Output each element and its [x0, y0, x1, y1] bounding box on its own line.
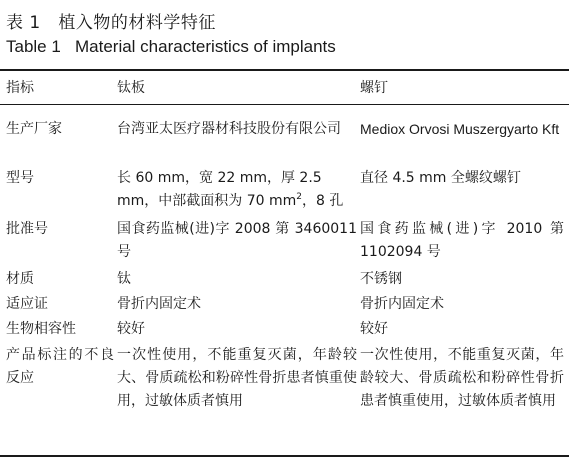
row-label: 生产厂家: [6, 121, 62, 137]
cell-screw: 骨折内固定术: [360, 296, 444, 312]
cell-plate: 国食药监械(进)字 2008 第 3460011 号: [117, 221, 357, 260]
row-label: 材质: [6, 271, 34, 287]
cell-plate: [117, 167, 357, 213]
cell-plate-text: 长 60 mm，宽 22 mm，厚 2.5 mm，中部截面积为 70 mm: [117, 170, 322, 209]
table-caption-cn: 表 1 植入物的材料学特征: [6, 13, 216, 33]
row-label: 型号: [6, 170, 34, 186]
cell-plate: 钛: [117, 271, 131, 287]
cell-plate: 骨折内固定术: [117, 296, 201, 312]
header-screw: 螺钉: [360, 80, 388, 96]
cell-screw: 直径 4.5 mm 全螺纹螺钉: [360, 170, 521, 186]
header-titanium-plate: 钛板: [117, 80, 145, 96]
cell-plate: 一次性使用，不能重复灭菌，年龄较大、骨质疏松和粉碎性骨折患者慎重使用，过敏体质者慎用: [117, 347, 357, 409]
cell-screw: 一次性使用，不能重复灭菌，年龄较大、骨质疏松和粉碎性骨折患者慎重使用，过敏体质者慎用: [360, 347, 564, 409]
cell-screw: 国食药监械(进)字 2010 第 1102094 号: [360, 221, 564, 260]
table-bottom-rule: [0, 455, 569, 457]
cell-plate: 台湾亚太医疗器材科技股份有限公司: [117, 121, 341, 137]
cell-screw: 不锈钢: [360, 271, 402, 287]
cell-plate: 较好: [117, 321, 145, 337]
row-label: 适应证: [6, 296, 48, 312]
row-label: 生物相容性: [6, 321, 76, 337]
row-label: 批准号: [6, 221, 48, 237]
cell-screw: 较好: [360, 321, 388, 337]
table-top-rule: [0, 69, 569, 71]
row-label: 产品标注的不良反应: [6, 347, 114, 386]
table-header-rule: [0, 104, 569, 105]
cell-plate-text-end: ，8 孔: [302, 193, 344, 209]
cell-plate-superscript: 2: [296, 192, 302, 202]
header-indicator: 指标: [6, 80, 34, 96]
cell-screw: Mediox Orvosi Muszergyarto Kft: [360, 121, 560, 137]
table-caption-en: Table 1 Material characteristics of implants: [6, 37, 336, 56]
